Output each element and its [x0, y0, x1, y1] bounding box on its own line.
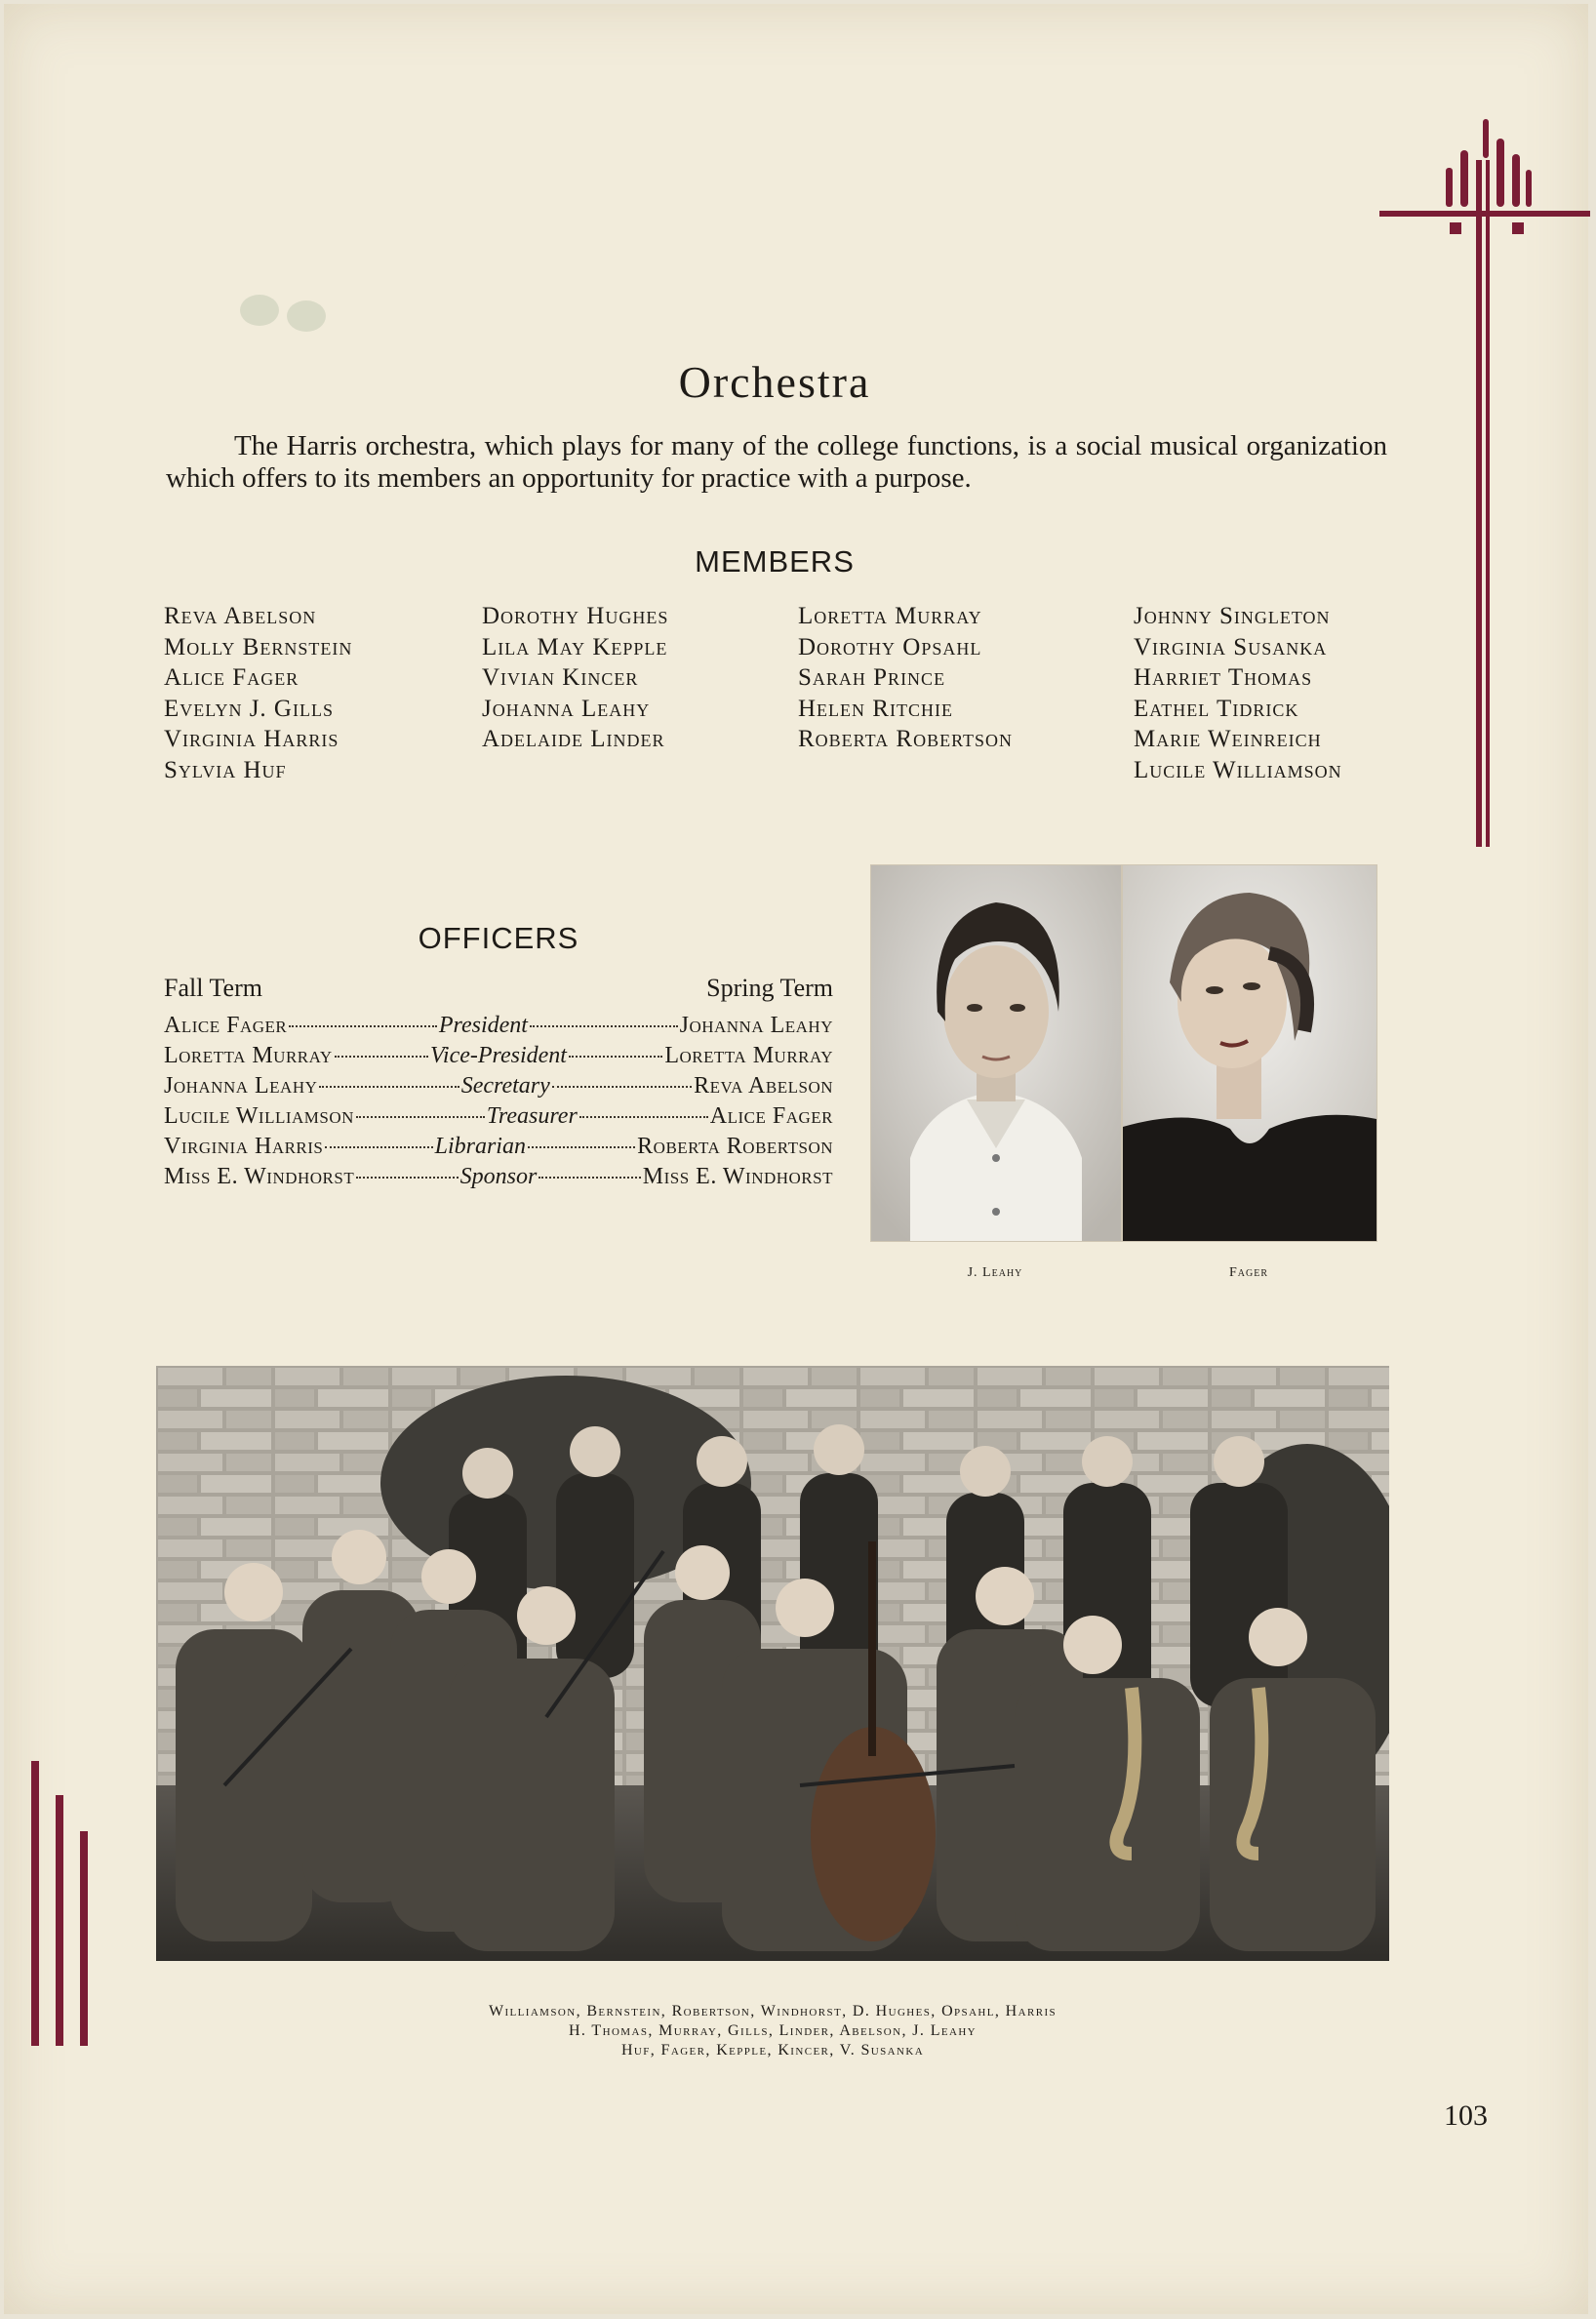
member-name: Eathel Tidrick — [1134, 695, 1299, 722]
member-name: Virginia Harris — [164, 726, 339, 752]
faint-stamp-mark — [238, 285, 332, 340]
member-name: Adelaide Linder — [482, 726, 665, 752]
member-name: Roberta Robertson — [798, 726, 1014, 752]
fall-officer: Loretta Murray — [164, 1043, 333, 1068]
member-name: Dorothy Opsahl — [798, 633, 982, 660]
officer-row — [164, 1043, 833, 1073]
portrait-photo-leahy — [870, 864, 1122, 1242]
office-role: President — [438, 1013, 528, 1038]
member-name: Marie Weinreich — [1134, 726, 1322, 752]
spring-officer: Roberta Robertson — [637, 1134, 834, 1159]
officer-row — [164, 1103, 833, 1134]
fall-term-label: Fall Term — [164, 974, 262, 1002]
fall-officer: Virginia Harris — [164, 1134, 324, 1159]
group-caption-line: Huf, Fager, Kepple, Kincer, V. Susanka — [620, 2042, 925, 2059]
office-role: Librarian — [434, 1134, 526, 1159]
members-column-1 — [164, 601, 352, 785]
member-name: Alice Fager — [164, 664, 299, 691]
spring-officer: Alice Fager — [709, 1103, 833, 1129]
member-name: Sarah Prince — [798, 664, 946, 691]
member-name: Reva Abelson — [164, 603, 317, 629]
member-name: Vivian Kincer — [482, 664, 639, 691]
members-column-4 — [1134, 601, 1342, 785]
member-name: Harriet Thomas — [1134, 664, 1313, 691]
page-number: 103 — [1444, 2099, 1488, 2132]
spring-officer: Miss E. Windhorst — [642, 1164, 833, 1189]
officer-row — [164, 1164, 833, 1194]
portrait-caption-left: J. Leahy — [967, 1265, 1023, 1280]
member-name: Johnny Singleton — [1134, 603, 1331, 629]
page-title: Orchestra — [678, 356, 871, 407]
portrait-caption-right: Fager — [1228, 1265, 1268, 1280]
officer-row — [164, 1013, 833, 1043]
members-column-2 — [482, 601, 668, 755]
member-name: Evelyn J. Gills — [164, 695, 334, 722]
member-name: Lucile Williamson — [1134, 756, 1342, 783]
spring-term-label: Spring Term — [706, 974, 833, 1002]
office-role: Vice-President — [430, 1043, 567, 1068]
member-name: Helen Ritchie — [798, 695, 953, 722]
member-name: Molly Bernstein — [164, 633, 353, 660]
officer-row — [164, 1134, 833, 1164]
spring-officer: Reva Abelson — [694, 1073, 834, 1099]
fall-officer: Alice Fager — [164, 1013, 288, 1038]
spring-officer: Johanna Leahy — [679, 1013, 833, 1038]
yearbook-page — [4, 4, 1588, 2314]
fall-officer: Lucile Williamson — [164, 1103, 354, 1129]
office-role: Treasurer — [486, 1103, 578, 1129]
members-column-3 — [798, 601, 1013, 755]
member-name: Johanna Leahy — [482, 695, 651, 722]
member-name: Dorothy Hughes — [482, 603, 669, 629]
group-caption-line: Williamson, Bernstein, Robertson, Windhorst, D. Hughes, Opsahl, Harris — [488, 2003, 1057, 2019]
member-name: Loretta Murray — [798, 603, 982, 629]
member-name: Sylvia Huf — [164, 756, 287, 783]
group-caption-line: H. Thomas, Murray, Gills, Linder, Abelson, J. Leahy — [568, 2022, 978, 2039]
officers-heading: OFFICERS — [418, 921, 579, 955]
portrait-photo-fager — [1122, 864, 1377, 1242]
office-role: Secretary — [460, 1073, 550, 1099]
officer-row — [164, 1073, 833, 1103]
fall-officer: Johanna Leahy — [164, 1073, 318, 1099]
spring-officer: Loretta Murray — [664, 1043, 833, 1068]
member-name: Virginia Susanka — [1134, 633, 1328, 660]
members-heading: MEMBERS — [695, 544, 855, 579]
office-role: Sponsor — [459, 1164, 538, 1189]
orchestra-group-photo — [156, 1366, 1389, 1961]
member-name: Lila May Kepple — [482, 633, 668, 660]
intro-paragraph: The Harris orchestra, which plays for many of the college functions, is a social musical organization which offers to its members an opportunity for practice with a purpose. — [166, 430, 1387, 494]
fall-officer: Miss E. Windhorst — [164, 1164, 355, 1189]
